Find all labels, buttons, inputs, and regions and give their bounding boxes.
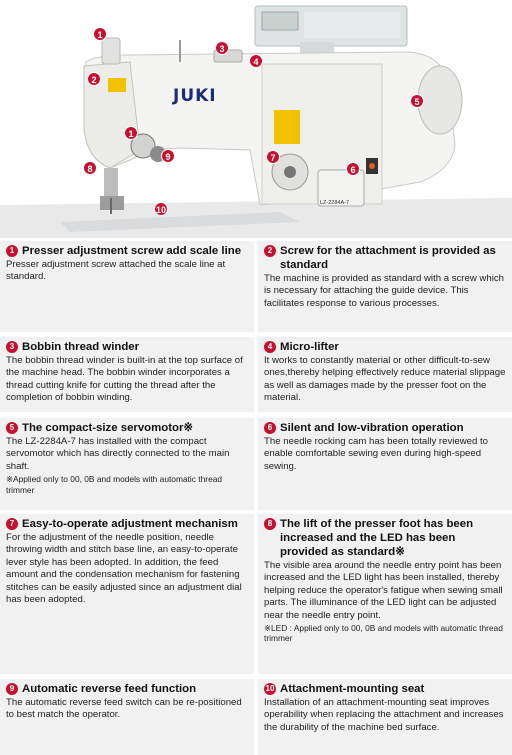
feature-description: The needle rocking cam has been totally reviewed to enable comfortable sewing even during high-speed sewing.	[264, 436, 488, 472]
feature-title: Attachment-mounting seat	[280, 683, 425, 695]
model-plate: LZ-2284A-7	[320, 200, 350, 206]
feature-card-5	[0, 418, 254, 510]
feature-footnote: ※Applied only to 00, 0B and models with automatic thread trimmer	[6, 474, 223, 495]
feature-number-badge: 9	[6, 683, 18, 695]
feature-number-badge: 8	[264, 518, 276, 530]
feature-title: Automatic reverse feed function	[22, 683, 197, 695]
callout-2: 2	[87, 72, 101, 86]
feature-title: The compact-size servomotor※	[22, 422, 193, 434]
callout-3: 3	[215, 41, 229, 55]
callout-8: 8	[83, 161, 97, 175]
feature-footnote: ※LED : Applied only to 00, 0B and models with automatic thread trimmer	[264, 623, 503, 644]
feature-card-9	[0, 679, 254, 755]
feature-description: It works to constantly material or other difficult-to-sew ones,thereby helping effectively reduce material slippage as well as damages made by the presser foot on the material.	[264, 355, 506, 404]
callout-9: 9	[161, 149, 175, 163]
callout-7: 7	[266, 150, 280, 164]
feature-card-1	[0, 241, 254, 332]
feature-description: For the adjustment of the needle position, needle throwing width and stitch base line, an easy-to-operate lever style has been adopted. In addition, the feed amount and the condensation mechanism for fastening stitches can be easily adjusted since an adjustment dial has been adopted.	[6, 532, 242, 606]
feature-number-badge: 3	[6, 341, 18, 353]
feature-number-badge: 7	[6, 518, 18, 530]
feature-description: The bobbin thread winder is built-in at the top surface of the machine head. The bobbin winder incorporates a thread cutting knife for cutting the thread after the completion of bobbin winding.	[6, 355, 243, 404]
feature-card-6	[258, 418, 512, 510]
feature-title: Screw for the attachment is provided as standard	[280, 245, 496, 271]
feature-title: Easy-to-operate adjustment mechanism	[22, 518, 238, 530]
feature-card-4	[258, 337, 512, 412]
feature-number-badge: 1	[6, 245, 18, 257]
feature-title: Silent and low-vibration operation	[280, 422, 464, 434]
callout-1b: 1	[124, 126, 138, 140]
feature-title: Presser adjustment screw add scale line	[22, 245, 242, 257]
feature-number-badge: 2	[264, 245, 276, 257]
feature-description: The automatic reverse feed switch can be re-positioned to best match the operator.	[6, 697, 242, 721]
feature-card-3	[0, 337, 254, 412]
callout-6: 6	[346, 162, 360, 176]
sewing-machine-illustration	[0, 0, 512, 238]
feature-title: Bobbin thread winder	[22, 341, 140, 353]
feature-description: The visible area around the needle entry point has been increased and the LED light has been installed, thereby helping reduce the operator's fatigue when sewing small parts. The illuminance of the LED light can be adjusted near the needle entry point.	[264, 560, 503, 621]
sewing-machine-photo	[0, 0, 512, 238]
feature-description: Installation of an attachment-mounting seat improves operability when replacing the attachment and increases the durability of the machine bed surface.	[264, 697, 504, 733]
feature-number-badge: 10	[265, 684, 275, 693]
feature-title: Micro-lifter	[280, 341, 339, 353]
feature-description: The machine is provided as standard with a screw which is necessary for attaching the guide device. This facilitates response to various processes.	[264, 273, 504, 309]
callout-1: 1	[93, 27, 107, 41]
feature-description: The LZ-2284A-7 has installed with the compact servomotor which has directly connected to the main shaft.	[6, 436, 230, 472]
feature-description: Presser adjustment screw attached the scale line at standard.	[6, 259, 226, 283]
feature-number-badge: 6	[264, 422, 276, 434]
callout-5: 5	[410, 94, 424, 108]
feature-title: The lift of the presser foot has been increased and the LED has been provided as standard※	[280, 518, 474, 558]
callout-4: 4	[249, 54, 263, 68]
feature-number-badge: 4	[264, 341, 276, 353]
brand-logo: JUKI	[173, 86, 217, 106]
feature-card-8	[258, 514, 512, 674]
callout-10: 10	[154, 202, 168, 216]
feature-card-7	[0, 514, 254, 674]
feature-number-badge: 5	[6, 422, 18, 434]
feature-card-10	[258, 679, 512, 755]
feature-card-2	[258, 241, 512, 332]
